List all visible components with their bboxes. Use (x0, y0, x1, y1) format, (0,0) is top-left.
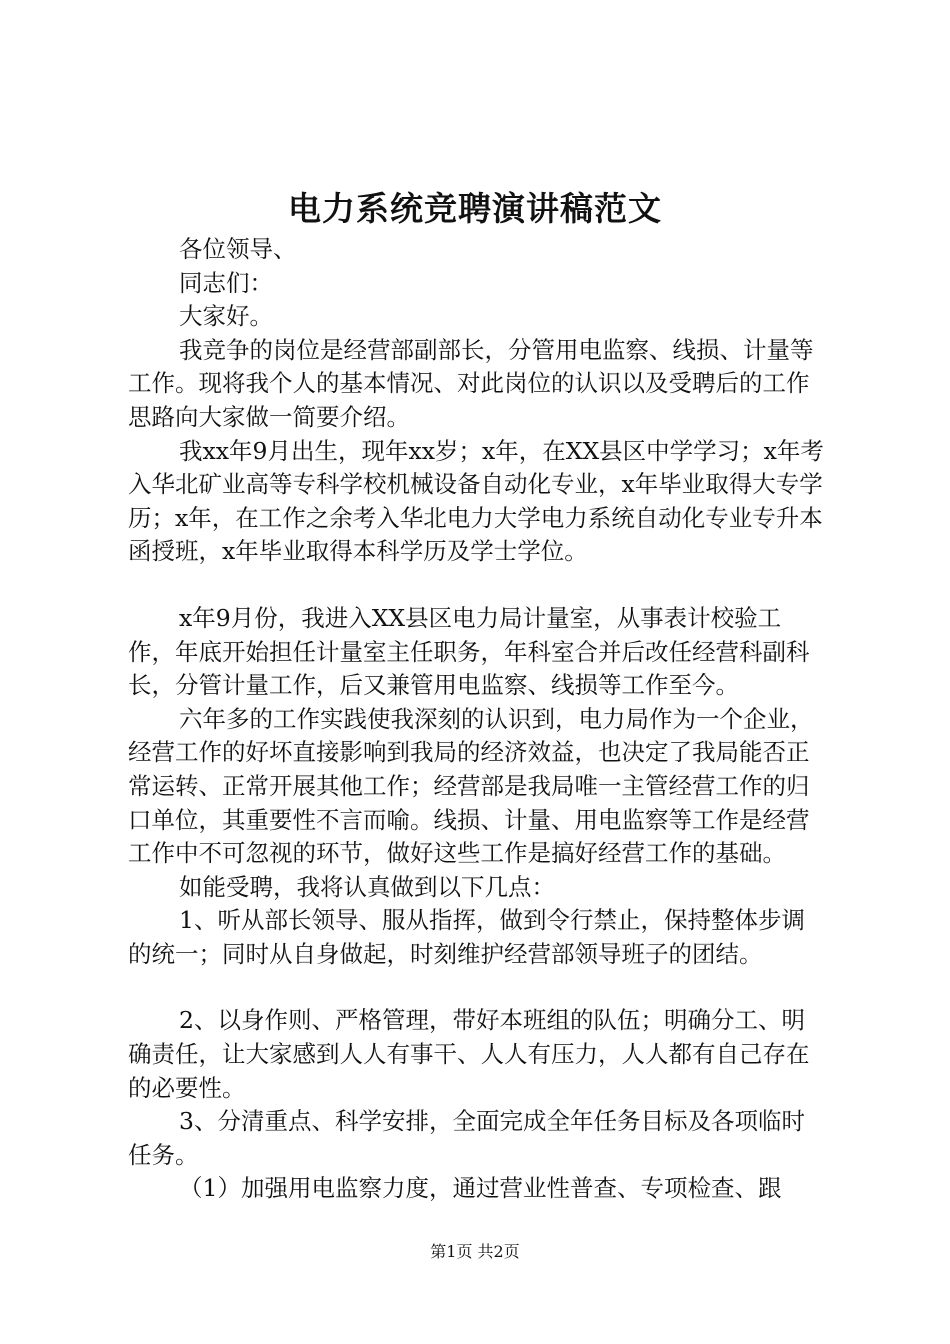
salutation-leaders: 各位领导、 (179, 235, 297, 263)
greeting: 大家好。 (179, 302, 273, 331)
page-number-footer: 第1页 共2页 (430, 1242, 520, 1261)
paragraph-position: 我竞争的岗位是经营部副部长，分管用电监察、线损、计量等工作。现将我个人的基本情况、对此岗位的认识以及受聘后的工作思路向大家做一简要介绍。 (128, 335, 814, 431)
salutation-comrades: 同志们： (179, 268, 273, 297)
paragraph-commitment-intro: 如能受聘，我将认真做到以下几点： (179, 872, 555, 901)
list-item-2: 2、以身作则、严格管理，带好本班组的队伍；明确分工、明确责任，让大家感到人人有事干、人人有压力，人人都有自己存在的必要性。 (128, 1006, 810, 1102)
list-item-1: 1、听从部长领导、服从指挥，做到令行禁止，保持整体步调的统一；同时从自身做起，时刻维护经营部领导班子的团结。 (128, 906, 805, 968)
paragraph-work-history: x年9月份，我进入XX县区电力局计量室，从事表计校验工作，年底开始担任计量室主任职务，年科室合并后改任经营科副科长，分管计量工作，后又兼管用电监察、线损等工作至今。 (128, 603, 810, 700)
document-title: 电力系统竞聘演讲稿范文 (288, 189, 662, 228)
document-body (128, 233, 828, 1206)
paragraph-understanding: 六年多的工作实践使我深刻的认识到，电力局作为一个企业，经营工作的好坏直接影响到我局的经济效益，也决定了我局能否正常运转、正常开展其他工作；经营部是我局唯一主管经营工作的归口单位，其重要性不言而喻。线损、计量、用电监察等工作是经营工作中不可忽视的环节，做好这些工作是搞好经营工作的基础。 (128, 704, 814, 868)
list-item-3: 3、分清重点、科学安排，全面完成全年任务目标及各项临时任务。 (128, 1107, 805, 1169)
list-item-3-sub-1: （1）加强用电监察力度，通过营业性普查、专项检查、跟 (179, 1174, 782, 1203)
paragraph-background: 我xx年9月出生，现年xx岁；x年，在XX县区中学学习；x年考入华北矿业高等专科学校机械设备自动化专业，x年毕业取得大专学历；x年，在工作之余考入华北电力大学电力系统自动化专业专升本函授班，x年毕业取得本科学历及学士学位。 (128, 436, 824, 566)
